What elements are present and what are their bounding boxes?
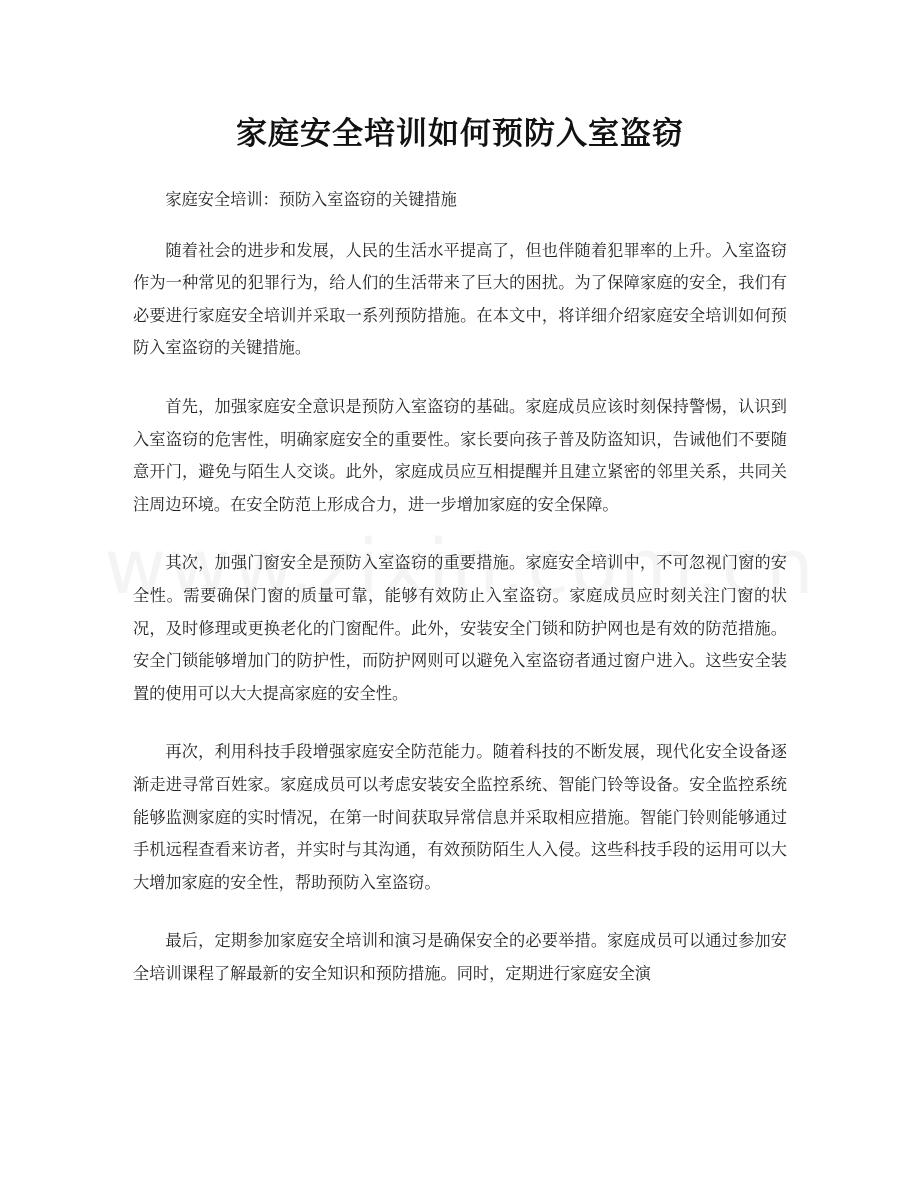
paragraph-intro: 随着社会的进步和发展，人民的生活水平提高了，但也伴随着犯罪率的上升。入室盗窃作为一种常见的犯罪行为，给人们的生活带来了巨大的困扰。为了保障家庭的安全，我们有必要进行家庭安全培训并采取一系列预防措施。在本文中，将详细介绍家庭安全培训如何预防入室盗窃的关键措施。 [133,240,787,358]
document-title: 家庭安全培训如何预防入室盗窃 [236,116,684,152]
paragraph-first: 首先，加强家庭安全意识是预防入室盗窃的基础。家庭成员应该时刻保持警惕，认识到入室盗窃的危害性，明确家庭安全的重要性。家长要向孩子普及防盗知识，告诫他们不要随意开门，避免与陌生人交谈。此外，家庭成员应互相提醒并且建立紧密的邻里关系，共同关注周边环境。在安全防范上形成合力，进一步增加家庭的安全保障。 [133,396,787,514]
paragraph-third: 再次，利用科技手段增强家庭安全防范能力。随着科技的不断发展，现代化安全设备逐渐走进寻常百姓家。家庭成员可以考虑安装安全监控系统、智能门铃等设备。安全监控系统能够监测家庭的实时情况，在第一时间获取异常信息并采取相应措施。智能门铃则能够通过手机远程查看来访者，并实时与其沟通，有效预防陌生人入侵。这些科技手段的运用可以大大增加家庭的安全性，帮助预防入室盗窃。 [133,742,787,892]
document-body [133,184,787,1016]
paragraph-second: 其次，加强门窗安全是预防入室盗窃的重要措施。家庭安全培训中，不可忽视门窗的安全性。需要确保门窗的质量可靠，能够有效防止入室盗窃。家庭成员应时刻关注门窗的状况，及时修理或更换老化的门窗配件。此外，安装安全门锁和防护网也是有效的防范措施。安全门锁能够增加门的防护性，而防护网则可以避免入室盗窃者通过窗户进入。这些安全装置的使用可以大大提高家庭的安全性。 [133,553,787,703]
paragraph-last: 最后，定期参加家庭安全培训和演习是确保安全的必要举措。家庭成员可以通过参加安全培训课程了解最新的安全知识和预防措施。同时，定期进行家庭安全演 [133,931,787,983]
document-subtitle: 家庭安全培训：预防入室盗窃的关键措施 [165,190,457,209]
